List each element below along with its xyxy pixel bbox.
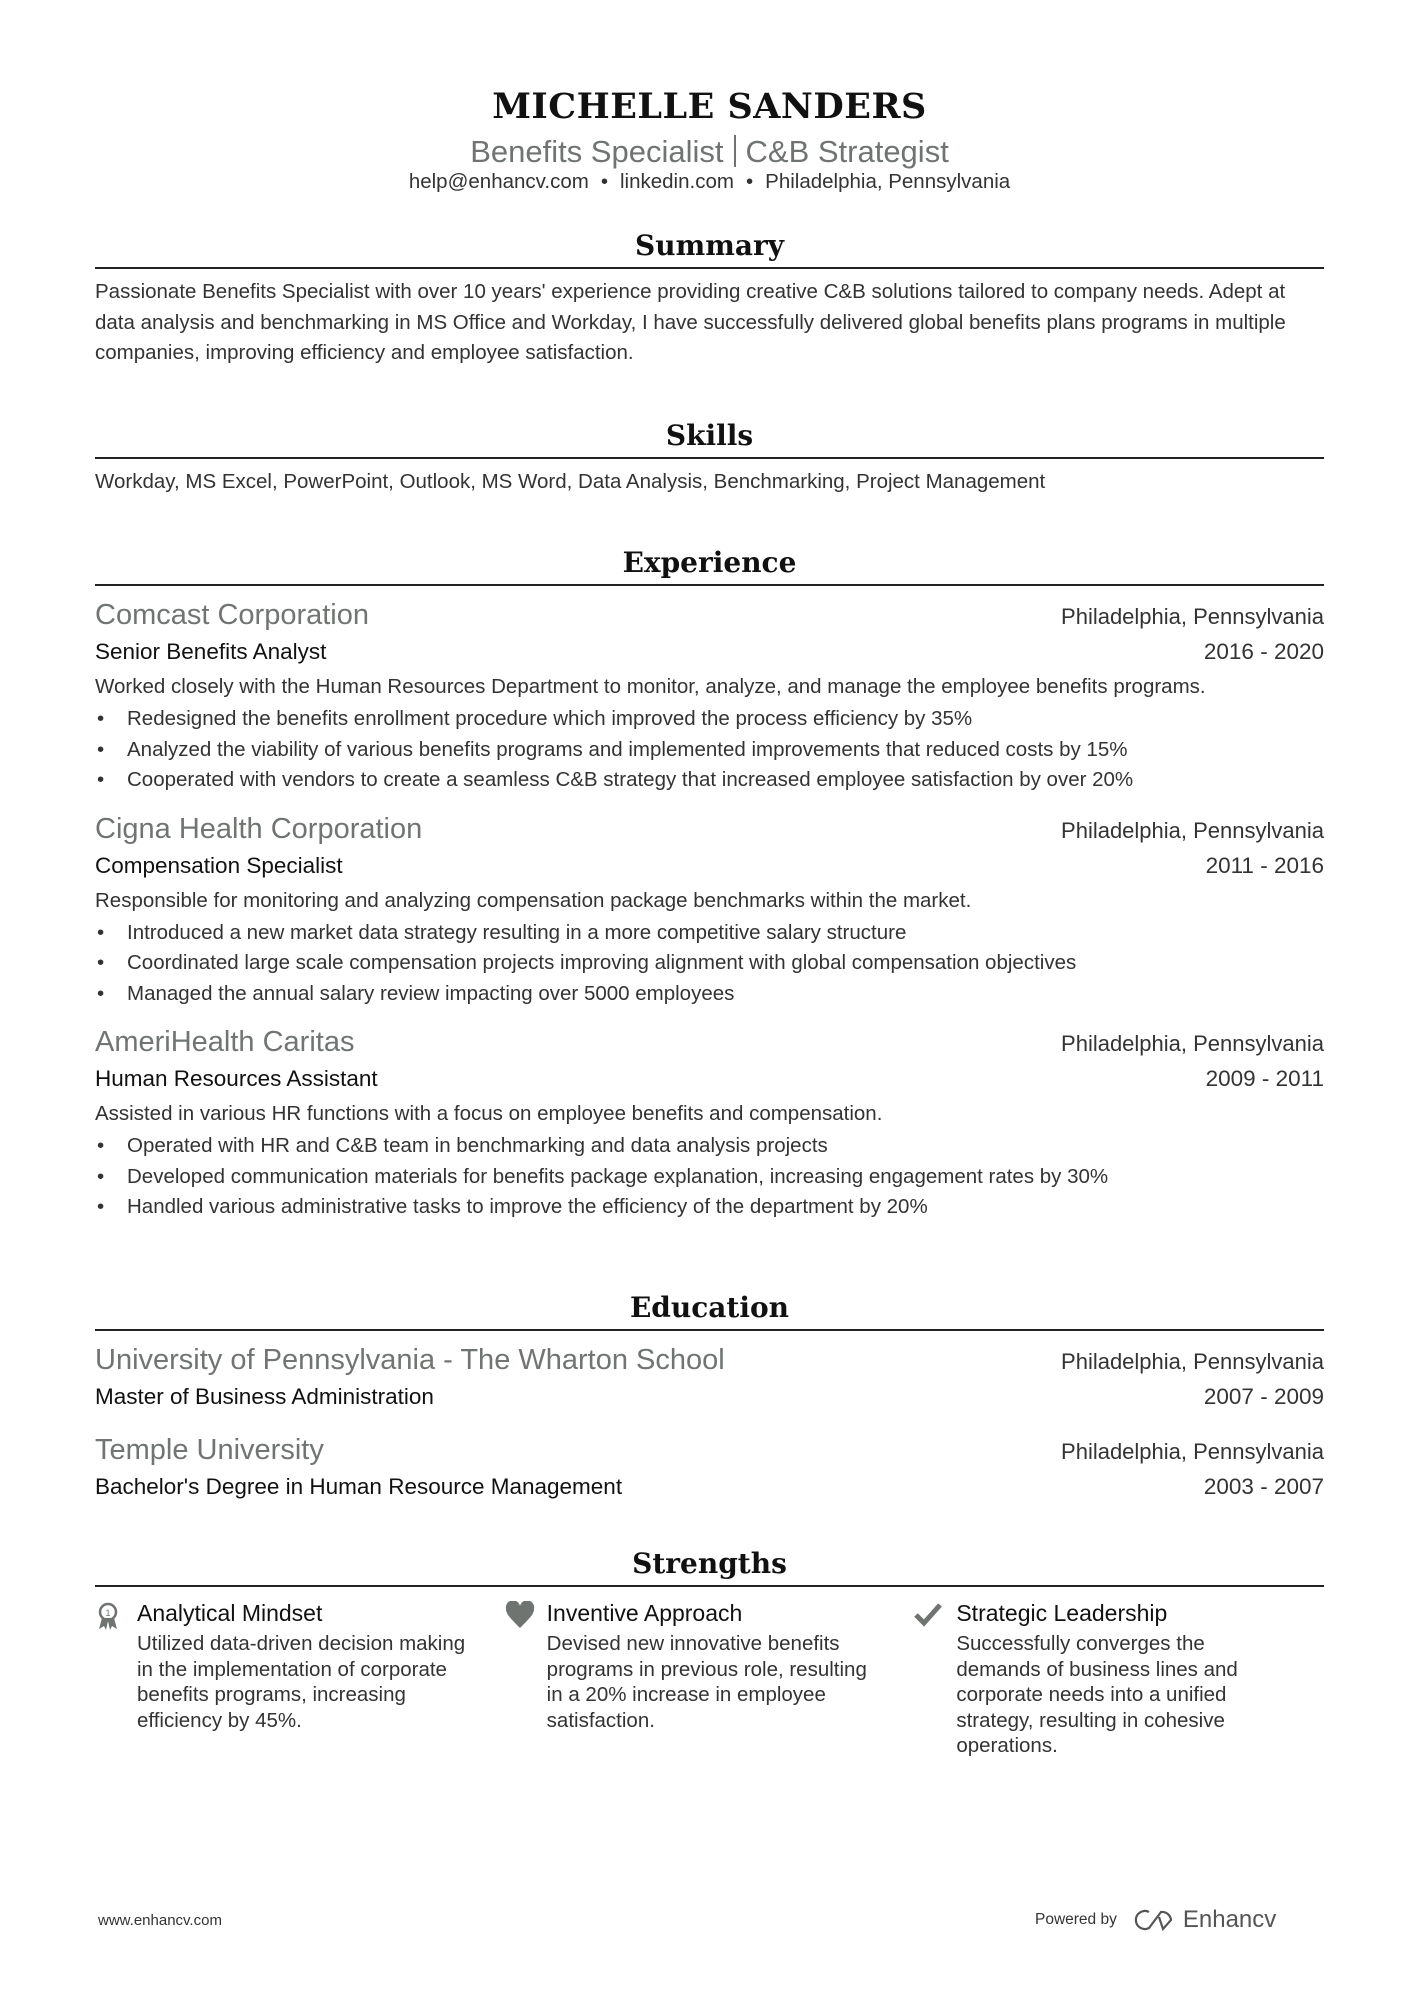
separator-dot: • bbox=[600, 170, 608, 193]
education-dates: 2007 - 2009 bbox=[1203, 1384, 1324, 1409]
summary-text: Passionate Benefits Specialist with over 10 years' experience providing creative C&B solutions tailored to company needs. Adept at data analysis and benchmarking in MS Office and Workday, I have successfully delivered global benefits plans programs in multiple companies, improving efficiency and employee satisfaction. bbox=[95, 280, 1286, 364]
strength-title: Analytical Mindset bbox=[137, 1600, 323, 1626]
section-heading: Strengths bbox=[632, 1547, 787, 1580]
education-entry bbox=[95, 1341, 1324, 1415]
title-secondary: C&B Strategist bbox=[745, 134, 949, 169]
company-name: Comcast Corporation bbox=[95, 599, 369, 631]
title-primary: Benefits Specialist bbox=[470, 134, 724, 169]
section-heading: Summary bbox=[635, 229, 784, 262]
achievement-bullet: • Cooperated with vendors to create a seamless C&B strategy that increased employee satisfaction by over 20% bbox=[95, 765, 1324, 796]
svg-text:1: 1 bbox=[105, 1608, 111, 1618]
skills-text: Workday, MS Excel, PowerPoint, Outlook, MS Word, Data Analysis, Benchmarking, Project Management bbox=[95, 470, 1046, 493]
separator-dot: • bbox=[745, 170, 754, 193]
job-dates: 2016 - 2020 bbox=[1203, 639, 1324, 664]
strength-description: Devised new innovative benefits programs in previous role, resulting in a 20% increase in employee satisfaction. bbox=[546, 1632, 867, 1732]
enhancv-logo[interactable] bbox=[1131, 1906, 1276, 1934]
achievement-list bbox=[95, 1131, 1324, 1223]
achievement-bullet: • Developed communication materials for benefits package explanation, increasing engagement rates by 30% bbox=[95, 1162, 1324, 1193]
job-location: Philadelphia, Pennsylvania bbox=[1061, 604, 1324, 629]
title-divider bbox=[734, 135, 736, 167]
school-name: Temple University bbox=[95, 1434, 324, 1466]
degree: Master of Business Administration bbox=[95, 1384, 434, 1409]
strengths-section bbox=[95, 1543, 1324, 1759]
job-dates: 2011 - 2016 bbox=[1205, 852, 1324, 878]
experience-entry bbox=[95, 596, 1324, 796]
divider bbox=[95, 1329, 1324, 1331]
education-section bbox=[95, 1287, 1324, 1521]
skills-section bbox=[95, 415, 1324, 498]
contact-info bbox=[95, 170, 1324, 194]
check-icon bbox=[914, 1597, 956, 1759]
strength-item bbox=[95, 1597, 505, 1759]
strength-description: Utilized data-driven decision making in the implementation of corporate benefits programs, increasing efficiency by 45%. bbox=[137, 1632, 466, 1732]
job-description: Responsible for monitoring and analyzing compensation package benchmarks within the market. bbox=[95, 888, 972, 912]
experience-entry bbox=[95, 1023, 1324, 1223]
achievement-bullet: • Handled various administrative tasks to improve the efficiency of the department by 20% bbox=[95, 1192, 1324, 1223]
powered-by bbox=[1035, 1906, 1276, 1934]
experience-entry bbox=[95, 810, 1324, 1010]
linkedin-link[interactable]: linkedin.com bbox=[620, 170, 734, 193]
powered-by-label: Powered by bbox=[1035, 1911, 1117, 1928]
job-description: Assisted in various HR functions with a focus on employee benefits and compensation. bbox=[95, 1102, 883, 1125]
strength-item bbox=[505, 1597, 915, 1759]
email-link[interactable]: help@enhancv.com bbox=[408, 170, 589, 193]
achievement-list bbox=[95, 918, 1324, 1010]
summary-section bbox=[95, 225, 1324, 369]
school-location: Philadelphia, Pennsylvania bbox=[1061, 1439, 1324, 1464]
divider bbox=[95, 267, 1324, 269]
candidate-name: MICHELLE SANDERS bbox=[492, 86, 927, 127]
degree: Bachelor's Degree in Human Resource Management bbox=[95, 1474, 623, 1499]
achievement-bullet: • Redesigned the benefits enrollment procedure which improved the process efficiency by 35% bbox=[95, 704, 1324, 735]
enhancv-logo-icon bbox=[1131, 1907, 1177, 1933]
job-role: Senior Benefits Analyst bbox=[95, 639, 327, 664]
job-role: Compensation Specialist bbox=[95, 852, 343, 878]
divider bbox=[95, 1585, 1324, 1587]
strength-title: Strategic Leadership bbox=[956, 1600, 1168, 1626]
website-link[interactable]: www.enhancv.com bbox=[98, 1912, 222, 1929]
job-description: Worked closely with the Human Resources Department to monitor, analyze, and manage the employee benefits programs. bbox=[95, 675, 1206, 698]
job-title bbox=[95, 134, 1324, 170]
job-role: Human Resources Assistant bbox=[95, 1066, 378, 1091]
achievement-bullet: • Analyzed the viability of various benefits programs and implemented improvements that reduced costs by 15% bbox=[95, 735, 1324, 766]
divider bbox=[95, 457, 1324, 459]
achievement-bullet: • Coordinated large scale compensation projects improving alignment with global compensation objectives bbox=[95, 948, 1324, 979]
job-location: Philadelphia, Pennsylvania bbox=[1061, 817, 1324, 843]
company-name: AmeriHealth Caritas bbox=[95, 1026, 355, 1058]
award-icon bbox=[95, 1597, 137, 1759]
section-heading: Education bbox=[629, 1291, 790, 1324]
job-dates: 2009 - 2011 bbox=[1205, 1066, 1324, 1091]
education-entry bbox=[95, 1431, 1324, 1505]
strength-item bbox=[914, 1597, 1324, 1759]
education-dates: 2003 - 2007 bbox=[1203, 1474, 1324, 1499]
strength-description: Successfully converges the demands of business lines and corporate needs into a unified strategy, resulting in cohesive operations. bbox=[956, 1632, 1238, 1757]
location: Philadelphia, Pennsylvania bbox=[765, 170, 1011, 193]
company-name: Cigna Health Corporation bbox=[95, 812, 423, 845]
school-location: Philadelphia, Pennsylvania bbox=[1061, 1349, 1324, 1374]
achievement-list bbox=[95, 704, 1324, 796]
experience-section bbox=[95, 542, 1324, 1237]
school-name: University of Pennsylvania - The Wharton School bbox=[95, 1344, 725, 1376]
achievement-bullet: • Introduced a new market data strategy resulting in a more competitive salary structure bbox=[95, 918, 1324, 949]
strength-title: Inventive Approach bbox=[546, 1600, 743, 1626]
job-location: Philadelphia, Pennsylvania bbox=[1061, 1031, 1324, 1056]
brand-name: Enhancv bbox=[1182, 1906, 1277, 1933]
section-heading: Skills bbox=[665, 419, 754, 452]
heart-icon bbox=[505, 1597, 547, 1759]
achievement-bullet: • Operated with HR and C&B team in benchmarking and data analysis projects bbox=[95, 1131, 1324, 1162]
achievement-bullet: • Managed the annual salary review impacting over 5000 employees bbox=[95, 979, 1324, 1010]
divider bbox=[95, 584, 1324, 586]
section-heading: Experience bbox=[622, 546, 797, 579]
